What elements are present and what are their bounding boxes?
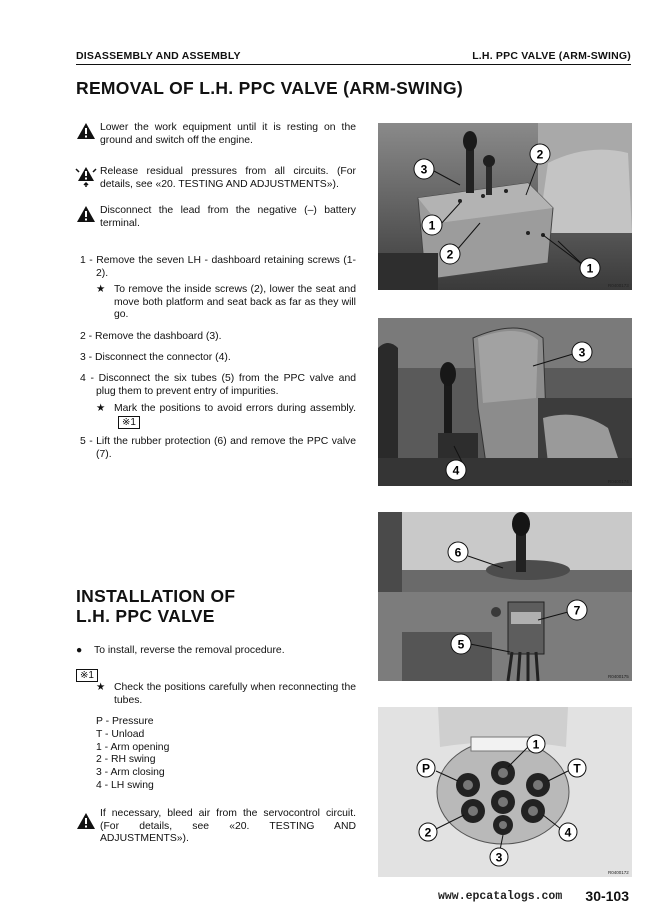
figure-code: R0400174 bbox=[608, 479, 629, 484]
callout-p: P bbox=[421, 761, 431, 776]
section-header: DISASSEMBLY AND ASSEMBLY bbox=[76, 50, 241, 62]
figure-code: R0400175 bbox=[608, 674, 629, 679]
page-number: 30-103 bbox=[585, 888, 629, 904]
port-item: P - Pressure bbox=[96, 716, 154, 727]
callout-1: 1 bbox=[532, 737, 540, 752]
removal-step-4: 4 - Disconnect the six tubes (5) from the PPC valve and plug them to prevent entry of impurities. bbox=[80, 373, 356, 397]
callout-3: 3 bbox=[420, 162, 428, 177]
warning-triangle-icon bbox=[76, 122, 96, 140]
removal-step-3: 3 - Disconnect the connector (4). bbox=[80, 352, 231, 363]
port-item: 2 - RH swing bbox=[96, 754, 156, 766]
callout-3: 3 bbox=[578, 345, 586, 360]
warning-text: Lower the work equipment until it is resting on the ground and switch off the engine. bbox=[100, 122, 356, 146]
callout-1: 1 bbox=[428, 218, 436, 233]
callout-5: 5 bbox=[457, 637, 465, 652]
warning-triangle-icon bbox=[76, 205, 96, 223]
figure-valve-ports bbox=[378, 707, 632, 877]
reference-mark: ※1 bbox=[76, 669, 98, 682]
warning-text: Disconnect the lead from the negative (–) battery terminal. bbox=[100, 205, 356, 229]
warning-triangle-icon bbox=[76, 812, 96, 830]
callout-4: 4 bbox=[452, 463, 460, 478]
pressure-warning-icon bbox=[74, 166, 98, 188]
figure-dashboard-screws bbox=[378, 123, 632, 290]
callout-4: 4 bbox=[564, 825, 572, 840]
topic-header: L.H. PPC VALVE (ARM-SWING) bbox=[472, 50, 631, 62]
figure-dashboard-connector bbox=[378, 318, 632, 486]
installation-bullet: ● To install, reverse the removal procedure. bbox=[76, 645, 285, 656]
callout-6: 6 bbox=[454, 545, 462, 560]
figure-ppc-valve bbox=[378, 512, 632, 681]
figure-code: R0400172 bbox=[608, 870, 629, 875]
port-item: T - Unload bbox=[96, 728, 145, 740]
callout-t: T bbox=[573, 761, 581, 776]
callout-3: 3 bbox=[495, 850, 503, 865]
port-legend bbox=[96, 716, 296, 793]
figure-code: R0400173 bbox=[608, 283, 629, 288]
installation-title: INSTALLATION OF L.H. PPC VALVE bbox=[76, 586, 236, 626]
header-divider bbox=[76, 64, 631, 65]
star-icon: ★ bbox=[96, 284, 106, 295]
port-item: 4 - LH swing bbox=[96, 779, 154, 791]
callout-2: 2 bbox=[536, 147, 544, 162]
bullet-icon: ● bbox=[76, 645, 83, 656]
warning-2 bbox=[76, 166, 356, 192]
removal-note-1: ★ To remove the inside screws (2), lower the seat and move both platform and seat back as far as they will go. bbox=[96, 284, 356, 321]
removal-note-2: ★ Mark the positions to avoid errors during assembly. ※1 bbox=[96, 403, 356, 428]
callout-7: 7 bbox=[573, 603, 581, 618]
star-icon: ★ bbox=[96, 682, 106, 693]
callout-2: 2 bbox=[424, 825, 432, 840]
warning-text: If necessary, bleed air from the servocontrol circuit. (For details, see «20. TESTING AND ADJUSTMENTS»). bbox=[100, 808, 356, 845]
port-item: 3 - Arm closing bbox=[96, 767, 165, 779]
callout-1: 1 bbox=[586, 261, 594, 276]
warning-text: Release residual pressures from all circuits. (For details, see «20. TESTING AND ADJUSTMENTS»). bbox=[100, 166, 356, 190]
star-icon: ★ bbox=[96, 403, 106, 414]
warning-1 bbox=[76, 122, 356, 148]
watermark-url: www.epcatalogs.com bbox=[438, 890, 563, 903]
removal-step-5: 5 - Lift the rubber protection (6) and remove the PPC valve (7). bbox=[80, 436, 356, 460]
removal-step-2: 2 - Remove the dashboard (3). bbox=[80, 331, 222, 342]
port-item: 1 - Arm opening bbox=[96, 741, 170, 753]
reference-mark: ※1 bbox=[118, 416, 140, 429]
installation-reference bbox=[76, 665, 98, 683]
removal-title: REMOVAL OF L.H. PPC VALVE (ARM-SWING) bbox=[76, 78, 464, 98]
warning-3 bbox=[76, 205, 356, 231]
installation-warning bbox=[76, 808, 356, 848]
callout-2: 2 bbox=[446, 247, 454, 262]
installation-note: ★ Check the positions carefully when reconnecting the tubes. bbox=[96, 682, 356, 706]
removal-step-1: 1 - Remove the seven LH - dashboard retaining screws (1-2). bbox=[80, 255, 356, 279]
